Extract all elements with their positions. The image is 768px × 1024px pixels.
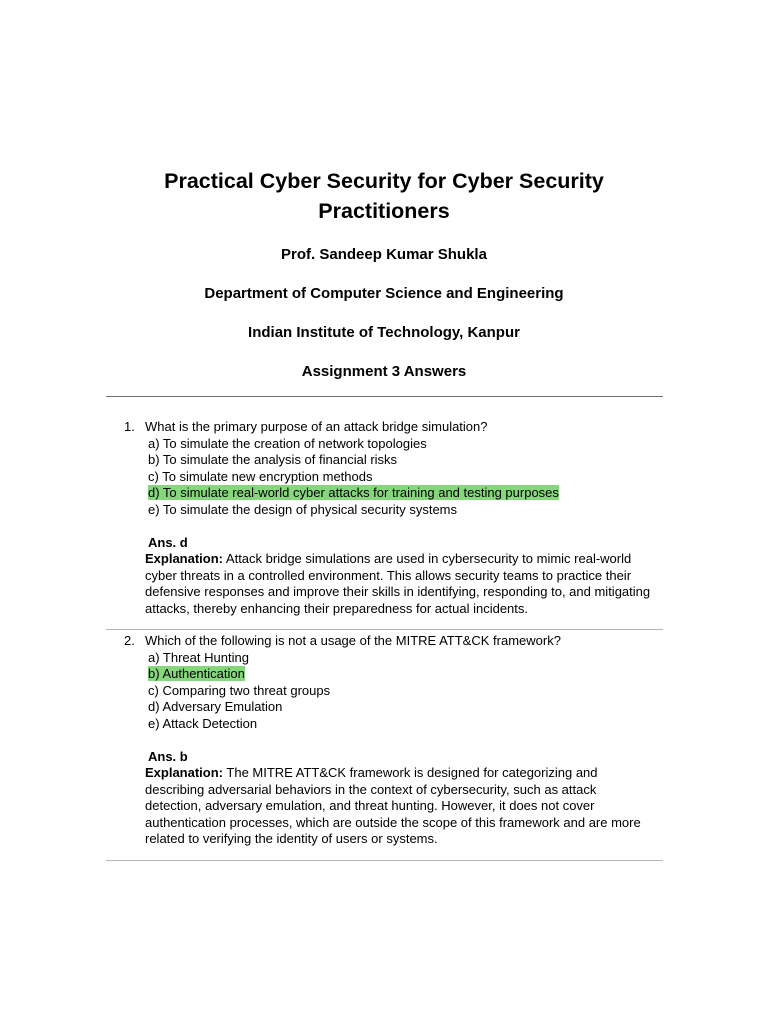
answer-highlight: d) To simulate real-world cyber attacks for training and testing purposes xyxy=(148,485,559,500)
question-1 xyxy=(0,419,768,617)
answer-highlight: b) Authentication xyxy=(148,666,245,681)
question-line xyxy=(0,419,768,436)
explanation-label: Explanation: xyxy=(145,765,224,780)
question-divider xyxy=(106,629,663,630)
option-a: a) Threat Hunting xyxy=(148,649,249,665)
answer-label: Ans. d xyxy=(148,534,188,550)
question-number: 2. xyxy=(124,633,135,648)
option-d: d) Adversary Emulation xyxy=(148,699,283,714)
option-b-correct xyxy=(0,666,768,683)
answer-label: Ans. b xyxy=(148,748,188,764)
assignment-heading: Assignment 3 Answers xyxy=(301,363,467,380)
department-name: Department of Computer Science and Engineering xyxy=(204,285,564,302)
question-text: What is the primary purpose of an attack bridge simulation? xyxy=(145,419,488,434)
document-title xyxy=(84,166,684,226)
option-c: c) To simulate new encryption methods xyxy=(148,468,373,484)
option-e: e) Attack Detection xyxy=(148,715,258,731)
title-line-2: Practitioners xyxy=(318,199,450,223)
option-b: b) To simulate the analysis of financial risks xyxy=(148,452,398,467)
question-2 xyxy=(0,633,768,848)
option-a: a) To simulate the creation of network topologies xyxy=(148,435,427,451)
header-divider xyxy=(106,396,663,397)
explanation-label: Explanation: xyxy=(145,551,224,566)
option-c: c) Comparing two threat groups xyxy=(148,682,331,698)
option-e: e) To simulate the design of physical security systems xyxy=(148,501,458,517)
author-name: Prof. Sandeep Kumar Shukla xyxy=(281,246,487,263)
title-line-1: Practical Cyber Security for Cyber Security xyxy=(164,169,604,193)
explanation: Explanation: The MITRE ATT&CK framework is designed for categorizing and describing adversarial behaviors in the context of cybersecurity, such as attack detection, adversary emulation, and threat hunting. However, it does not cover authentication processes, which are outside the scope of this framework and are more related to verifying the identity of users or systems. xyxy=(145,765,641,846)
question-line xyxy=(0,633,768,650)
question-divider xyxy=(106,860,663,861)
option-d-correct xyxy=(0,485,768,502)
question-text: Which of the following is not a usage of the MITRE ATT&CK framework? xyxy=(145,633,561,648)
question-number: 1. xyxy=(124,419,135,434)
institute-name: Indian Institute of Technology, Kanpur xyxy=(248,324,520,341)
explanation: Explanation: Attack bridge simulations are used in cybersecurity to mimic real-world cyber threats in a controlled environment. This allows security teams to practice their defensive responses and improve their skills in identifying, responding to, and mitigating attacks, thereby enhancing their preparedness for actual incidents. xyxy=(145,551,651,616)
